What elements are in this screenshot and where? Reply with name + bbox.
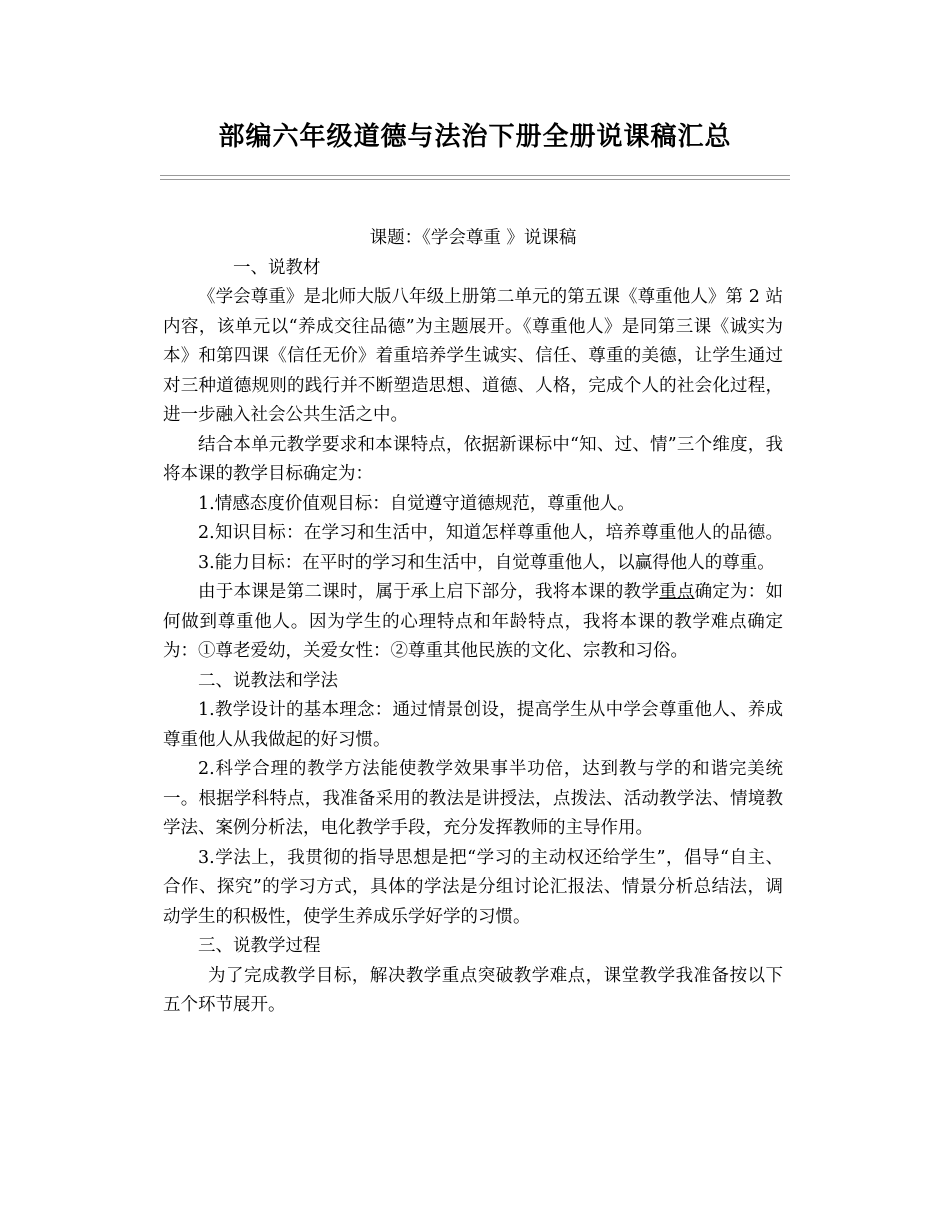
method-item-2: 2.科学合理的教学方法能使教学效果事半功倍，达到教与学的和谐完美统一。根据学科特点，我准备采用的教法是讲授法，点拨法、活动教学法、情境教学法、案例分析法，电化教学手段，充分发挥教师的主导作用。 xyxy=(163,759,783,838)
goal-item-emotion: 1.情感态度价值观目标：自觉遵守道德规范，尊重他人。 xyxy=(198,493,635,514)
key-points-text-before: 由于本课是第二课时，属于承上启下部分，我将本课的教学 xyxy=(198,582,660,602)
document-body xyxy=(163,224,783,1021)
method-item-3: 3.学法上，我贯彻的指导思想是把“学习的主动权还给学生”，倡导“自主、合作、探究”的学习方式，具体的学法是分组讨论汇报法、情景分析总结法，调动学生的积极性，使学生养成乐学好学的习惯。 xyxy=(163,847,783,927)
paragraph-key-points xyxy=(163,578,783,667)
section-heading-teaching-material: 一、说教材 xyxy=(233,257,321,278)
lesson-title: 课题：《学会尊重 》说课稿 xyxy=(369,228,577,248)
title-divider-top xyxy=(160,175,790,176)
title-divider-bottom xyxy=(160,179,790,180)
paragraph-process-intro: 为了完成教学目标，解决教学重点突破教学难点，课堂教学我准备按以下五个环节展开。 xyxy=(163,965,783,1015)
paragraph-goals-intro: 结合本单元教学要求和本课特点，依据新课标中“知、过、情”三个维度，我将本课的教学目标确定为： xyxy=(163,434,783,484)
method-item-1: 1.教学设计的基本理念：通过情景创设，提高学生从中学会尊重他人、养成尊重他人从我做起的好习惯。 xyxy=(163,700,783,750)
key-point-underlined-term: 重点 xyxy=(659,582,695,602)
goal-item-knowledge-ability: 2.知识目标：在学习和生活中，知道怎样尊重他人，培养尊重他人的品德。3.能力目标：在平时的学习和生活中，自觉尊重他人，以赢得他人的尊重。 xyxy=(198,523,783,573)
paragraph-material-intro: 《学会尊重》是北师大版八年级上册第二单元的第五课《尊重他人》第 2 站内容，该单元以“养成交往品德”为主题展开。《尊重他人》是同第三课《诚实为本》和第四课《信任无价》着重培养学生诚实、信任、尊重的美德，让学生通过对三种道德规则的践行并不断塑造思想、道德、人格，完成个人的社会化过程，进一步融入社会公共生活之中。 xyxy=(163,287,783,425)
key-points-text-after: 确定为：如何做到尊重他人。因为学生的心理特点和年龄特点，我将本课的教学难点确定为：①尊老爱幼，关爱女性：②尊重其他民族的文化、宗教和习俗。 xyxy=(163,582,783,661)
section-heading-methods: 二、说教法和学法 xyxy=(198,670,338,691)
section-heading-process: 三、说教学过程 xyxy=(198,936,321,956)
document-title: 部编六年级道德与法治下册全册说课稿汇总 xyxy=(218,122,732,152)
